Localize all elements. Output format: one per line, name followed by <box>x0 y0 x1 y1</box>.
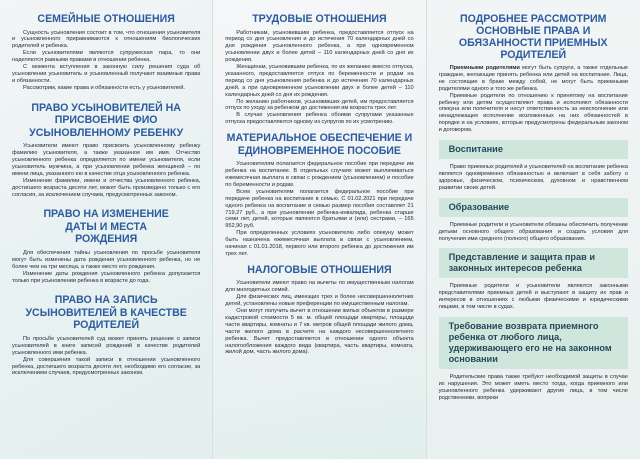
brochure-panel-right <box>427 0 640 459</box>
section-title-tax: НАЛОГОВЫЕ ОТНОШЕНИЯ <box>247 263 392 276</box>
paragraph: Если усыновителями являются супружеская пара, то они наделяются равными правами в отношении ребенка. <box>12 50 201 64</box>
section-title-foster-rights: ПОДРОБНЕЕ РАССМОТРИМ ОСНОВНЫЕ ПРАВА И ОБЯЗАННОСТИ ПРИЕМНЫХ РОДИТЕЛЕЙ <box>458 13 608 61</box>
paragraph: С момента вступления в законную силу решения суда об усыновлении усыновитель и усыновленный получают взаимные права и обязанности. <box>12 64 201 84</box>
paragraph: Они могут получить вычет в отношении жилых объектов в размере кадастровой стоимости 5 кв. м. общей площади квартиры, площади части квартиры, комнаты и 7 кв. метров общей площади жилого дома, части жилого дома в расчете на каждого несовершеннолетнего ребенка. Вычет предоставляется в отношении одного объекта налогообложения каждого вида (квартира, часть квартиры, комната, жилой дом, часть жилого дома). <box>225 308 414 356</box>
paragraph: Усыновители имеют право присвоить усыновленному ребенку фамилию усыновителя, а также указанное им имя. Отчество усыновленного ребенка определяется по имени усыновителя, если усыновитель мужчина, а при усыновлении ребенка женщиной – по имени лица, указанного ею в качестве отца усыновленного ребенка. <box>12 143 201 177</box>
paragraph <box>439 65 628 93</box>
subsection-header-education: Образование <box>439 198 628 217</box>
paragraph: Всем усыновителям полагается федеральное пособие при передаче ребенка на воспитание в семью. С 01.02.2021 при передаче одного ребенка на воспитание в семью размер пособия составляет 21 719,27 руб., а при усыновлении ребенка-инвалида, ребенка старше семи лет, детей, которые являются братьями и (или) сестрами, – 165 952,90 руб. <box>225 188 414 230</box>
subsection-header-representation: Представление и защита прав и законных интересов ребенка <box>439 248 628 278</box>
paragraph: Приемные родители и усыновители являются законными представителями приемных детей и выступают в защиту их прав и интересов в отношениях с любыми физическими и юридическими лицами, в том числе в судах. <box>438 283 628 311</box>
paragraph: По просьбе усыновителей суд может принять решение о записи усыновителей в книге записей рождений в качестве родителей усыновленного ими ребенка. <box>12 335 201 356</box>
paragraph: Право приемных родителей и усыновителей на воспитание ребенка является одновременно обязанностью и включает в себя заботу о здоровье, физическом, психическом, духовном и нравственном развитии своих детей. <box>438 164 628 191</box>
paragraph: Сущность усыновления состоит в том, что отношения усыновителя и усыновленного приравниваются к отношениям биологических родителей и ребенка. <box>12 29 201 50</box>
section-title-labor: ТРУДОВЫЕ ОТНОШЕНИЯ <box>252 13 387 25</box>
paragraph: Усыновители имеют право на вычеты по имущественным налогам для многодетных семей. <box>225 280 414 294</box>
paragraph: По желанию работников, усыновивших детей, им предоставляется отпуск по уходу за ребенком до достижения им возраста трех лет. <box>225 98 414 112</box>
brochure-panel-middle <box>213 0 426 459</box>
paragraph: Работникам, усыновившим ребенка, предоставляется отпуск на период со дня усыновления и до истечения 70 календарных дней со дня рождения усыновленного ребенка, а при одновременном усыновлении двух и более детей – 110 календарных дней со дня их рождения. <box>225 29 414 64</box>
brochure-panel-left <box>0 0 213 459</box>
term-foster-parents: Приемными родителями <box>449 65 520 71</box>
subsection-header-upbringing: Воспитание <box>439 140 628 159</box>
paragraph: При определенных условиях усыновителю либо опекуну может быть назначена ежемесячная выплата в связи с усыновлением, начиная с 01.01.2018, первого или второго ребенка до достижения им трех лет. <box>225 230 414 257</box>
section-title-name-rights: ПРАВО УСЫНОВИТЕЛЕЙ НА ПРИСВОЕНИЕ ФИО УСЫНОВЛЕННОМУ РЕБЕНКУ <box>29 101 184 139</box>
paragraph: Для физических лиц, имеющих трех и более несовершеннолетних детей, установлены новые преференции по имущественным налогам. <box>225 294 414 308</box>
paragraph: Приемные родители по отношению к принятому на воспитание ребенку или детям осуществляют права и исполняют обязанности опекуна или попечителя и несут ответственность за неисполнение или ненадлежащее исполнение возложенных на них обязанностей в порядке и на условиях, которые предусмотрены федеральным законом и договором. <box>438 92 628 134</box>
paragraph: Приемные родители и усыновители обязаны обеспечить получение детьми основного общего образования и создать условия для получения ими среднего (полного) общего образования. <box>438 221 628 242</box>
paragraph: В случае усыновления ребенка обоими супругами указанные отпуска предоставляются одному из супругов по их усмотрению. <box>225 112 414 126</box>
section-title-family: СЕМЕЙНЫЕ ОТНОШЕНИЯ <box>37 13 175 25</box>
section-title-birth-date: ПРАВО НА ИЗМЕНЕНИЕ ДАТЫ И МЕСТА РОЖДЕНИЯ <box>43 208 169 246</box>
paragraph: Рассмотрим, какие права и обязанности есть у усыновителей. <box>23 84 185 91</box>
section-title-parent-record: ПРАВО НА ЗАПИСЬ УСЫНОВИТЕЛЕЙ В КАЧЕСТВЕ РОДИТЕЛЕЙ <box>25 294 187 332</box>
paragraph: Изменение даты рождения усыновленного ребенка допускается только при усыновлении ребенка в возрасте до года. <box>12 270 201 284</box>
section-title-material: МАТЕРИАЛЬНОЕ ОБЕСПЕЧЕНИЕ И ЕДИНОВРЕМЕННОЕ ПОСОБИЕ <box>226 132 413 157</box>
subsection-header-return-demand: Требование возврата приемного ребенка от любого лица, удерживающего его не на законном основании <box>439 317 628 369</box>
paragraph: Для совершения такой записи в отношении усыновленного ребенка, достигшего возраста десяти лет, необходимо его согласие, за исключением случаев, предусмотренных законом. <box>12 356 201 377</box>
paragraph: Изменение фамилии, имени и отчества усыновленного ребенка, достигшего возраста десяти лет, может быть произведено только с его согласия, за исключением случаев, предусмотренных законом. <box>12 177 201 198</box>
paragraph: Родительские права также требуют необходимой защиты в случае их нарушения. Это может иметь место тогда, когда приемного или усыновленного ребенка удерживают другие лица, в том числе родственники, вопреки <box>438 374 628 401</box>
paragraph-text: могут быть супруги, а также отдельные граждане, желающие принять ребенка или детей на воспитание. Лица, не состоящие в браке между собой, не могут быть приемными родителями одного и того же ребенка. <box>438 65 628 92</box>
paragraph: Женщинам, усыновившим ребенка, по их желанию вместо отпуска, указанного, предоставляется отпуск по беременности и родам на период со дня усыновления ребенка и до истечения 70 календарных дней, а при одновременном усыновлении двух и более детей – 110 календарных дней со дня их рождения. <box>225 64 414 98</box>
paragraph: Усыновителям полагается федеральное пособие при передаче им ребенка на воспитание. В отдельных случаях может выплачиваться ежемесячная выплата в связи с рождением (усыновлением) и пособие по беременности и родам. <box>225 161 414 188</box>
paragraph: Для обеспечения тайны усыновления по просьбе усыновителя могут быть изменены дата рождения усыновленного ребенка, но не более чем на три месяца, а также место его рождения. <box>12 249 201 270</box>
